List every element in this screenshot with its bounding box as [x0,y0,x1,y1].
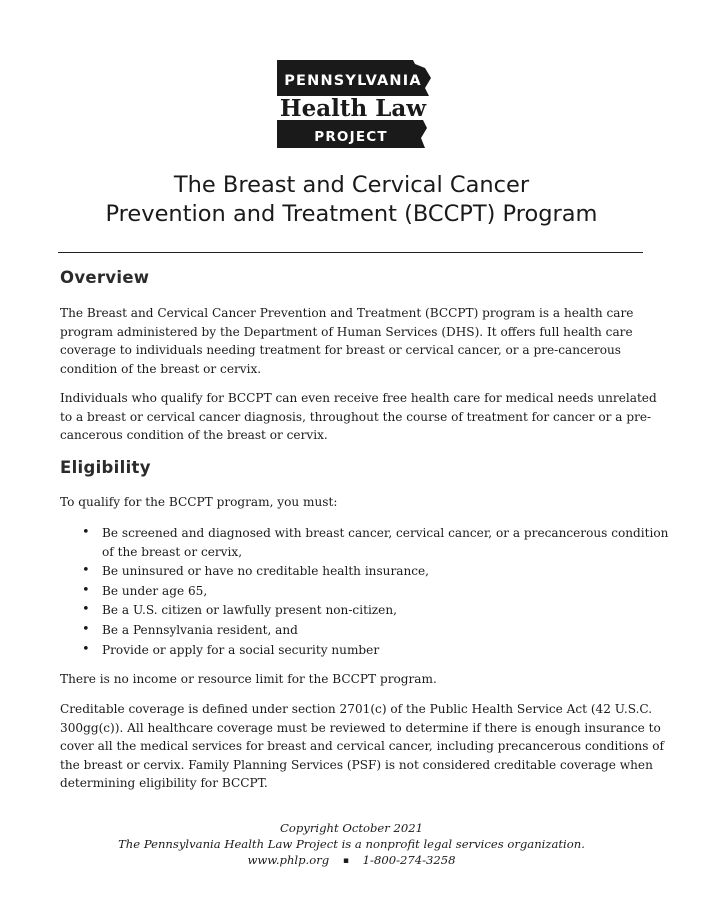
eligibility-heading: Eligibility [60,458,151,477]
list-item: • Be screened and diagnosed with breast cancer, cervical cancer, or a precancerous condition of the breast or cervix, [60,524,645,561]
title-line-2: Prevention and Treatment (BCCPT) Program [105,201,598,227]
document-footer [0,820,703,869]
logo-bottom-text: PROJECT [314,129,388,145]
overview-paragraph-1: The Breast and Cervical Cancer Prevention and Treatment (BCCPT) program is a health care program administered by the Department of Human Services (DHS). It offers full health care coverage to individuals needing treatment for breast or cervical cancer, or a pre-cancerous condition of the breast or cervix. [60,306,634,376]
pennsylvania-state-shape-icon [275,56,435,151]
logo-top-text: PENNSYLVANIA [284,73,422,89]
copyright-text: Copyright October 2021 [280,821,423,835]
title-divider [58,252,643,253]
list-item: • Be a U.S. citizen or lawfully present non-citizen, [60,601,645,620]
separator-icon: ▪ [342,856,349,866]
list-item: • Be under age 65, [60,582,645,601]
logo-middle-text: Health Law [279,95,427,122]
no-income-limit-text: There is no income or resource limit for the BCCPT program. [60,672,437,686]
creditable-coverage-paragraph: Creditable coverage is defined under section 2701(c) of the Public Health Service Act (42 U.S.C. 300gg(c)). All healthcare coverage must be reviewed to determine if there is enough insurance to cover all the medical services for breast and cervical cancer, including precancerous conditions of the breast or cervix. Family Planning Services (PSF) is not considered creditable coverage when determining eligibility for BCCPT. [60,702,664,791]
title-line-1: The Breast and Cervical Cancer [173,172,530,198]
list-item: • Be a Pennsylvania resident, and [60,621,645,640]
website-link[interactable]: www.phlp.org [247,853,330,867]
list-item: • Be uninsured or have no creditable health insurance, [60,562,645,581]
overview-heading: Overview [60,268,150,287]
eligibility-requirements-list [60,524,669,660]
overview-paragraph-2: Individuals who qualify for BCCPT can even receive free health care for medical needs unrelated to a breast or cervical cancer diagnosis, throughout the course of treatment for cancer or a pre- cancerous condition of the breast or cervix. [60,391,657,443]
phone-number: 1-800-274-3258 [362,853,456,867]
organization-text: The Pennsylvania Health Law Project is a nonprofit legal services organization. [118,837,585,851]
phlp-logo [275,56,435,151]
list-item: • Provide or apply for a social security number [60,641,645,660]
document-title [0,171,703,229]
contact-line [0,852,703,869]
eligibility-intro: To qualify for the BCCPT program, you must: [60,495,338,509]
